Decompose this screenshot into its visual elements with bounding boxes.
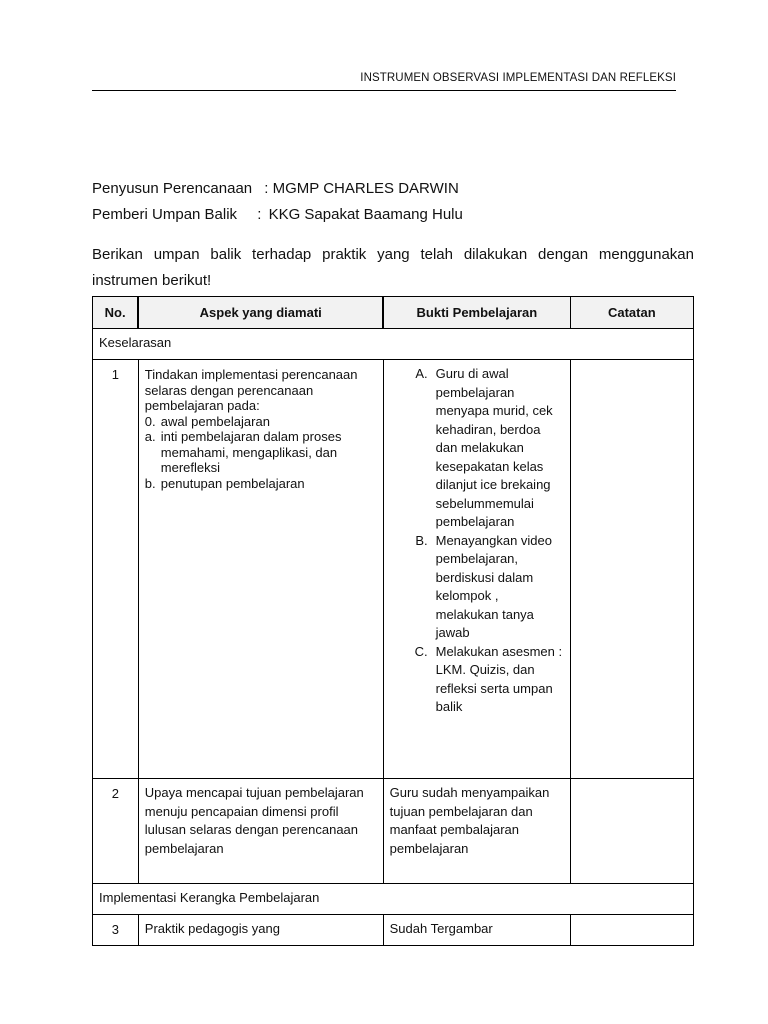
bukti-item-marker: A.: [415, 366, 428, 381]
aspek-item-text: inti pembelajaran dalam proses memahami, mengaplikasi, dan merefleksi: [160, 429, 342, 475]
table-row: [93, 915, 694, 946]
col-header-bukti: Bukti Pembelajaran: [383, 297, 570, 329]
catatan-cell: [570, 915, 693, 946]
aspek-item-text: penutupan pembelajaran: [160, 475, 305, 491]
col-header-no: No.: [93, 297, 139, 329]
pemberi-label: Pemberi Umpan Balik: [92, 206, 238, 223]
col-header-catatan: Catatan: [570, 297, 693, 329]
bukti-cell: Guru sudah menyampaikan tujuan pembelajaran dan manfaat pembalajaran pembelajaran: [383, 779, 570, 884]
penyusun-separator: :: [264, 180, 273, 197]
aspek-item: [145, 429, 377, 476]
bukti-cell: Sudah Tergambar: [383, 915, 570, 946]
bukti-item: [390, 643, 564, 717]
instruction-paragraph: Berikan umpan balik terhadap praktik yang telah dilakukan dengan menggunakan instrumen berikut!: [92, 246, 694, 289]
section-title: Implementasi Kerangka Pembelajaran: [93, 884, 694, 915]
pemberi-value: KKG Sapakat Baamang Hulu: [268, 206, 463, 223]
row-number: 2: [93, 779, 139, 884]
aspek-item-marker: a.: [144, 429, 156, 444]
aspek-item: [145, 476, 377, 492]
aspek-cell: Upaya mencapai tujuan pembelajaran menuju pencapaian dimensi profil lulusan selaras dengan perencanaan pembelajaran: [138, 779, 383, 884]
bukti-cell: [383, 360, 570, 779]
aspek-item: [145, 414, 377, 430]
catatan-cell: [570, 360, 693, 779]
pemberi-separator: :: [257, 206, 266, 223]
bukti-list: [390, 365, 564, 717]
section-row: [93, 884, 694, 915]
table-row: [93, 779, 694, 884]
bukti-item-marker: C.: [414, 643, 428, 659]
aspek-item-text: awal pembelajaran: [160, 413, 270, 429]
observation-table: [92, 296, 694, 946]
document-header-title: INSTRUMEN OBSERVASI IMPLEMENTASI DAN REFLEKSI: [360, 72, 676, 84]
penyusun-line: [92, 180, 459, 197]
header-rule: [92, 90, 676, 91]
row-number: 3: [93, 915, 139, 946]
aspek-list: [145, 414, 377, 492]
bukti-item-text: Guru di awal pembelajaran menyapa murid, cek kehadiran, berdoa dan melakukan kesepakatan kelas dilanjut ice brekaing sebelummemulai pembelajaran: [435, 366, 553, 529]
bukti-item-text: Melakukan asesmen : LKM. Quizis, dan refleksi serta umpan balik: [435, 643, 563, 714]
bukti-item-marker: B.: [415, 532, 428, 548]
table-header-row: [93, 297, 694, 329]
aspek-cell: [138, 360, 383, 779]
aspek-item-marker: b.: [144, 475, 156, 491]
section-row: [93, 329, 694, 360]
bukti-item: [390, 365, 564, 532]
table-row: [93, 360, 694, 779]
row-number: 1: [93, 360, 139, 779]
penyusun-label: Penyusun Perencanaan: [92, 180, 253, 197]
col-header-aspek: Aspek yang diamati: [138, 297, 383, 329]
section-title: Keselarasan: [93, 329, 694, 360]
bukti-item-text: Menayangkan video pembelajaran, berdiskusi dalam kelompok , melakukan tanya jawab: [435, 532, 552, 640]
aspek-item-marker: 0.: [144, 413, 156, 429]
bukti-item: [390, 532, 564, 643]
aspek-intro: Tindakan implementasi perencanaan selaras dengan perencanaan pembelajaran pada:: [144, 367, 358, 413]
penyusun-value: MGMP CHARLES DARWIN: [272, 180, 459, 197]
catatan-cell: [570, 779, 693, 884]
pemberi-line: [92, 206, 463, 223]
aspek-cell: Praktik pedagogis yang: [138, 915, 383, 946]
